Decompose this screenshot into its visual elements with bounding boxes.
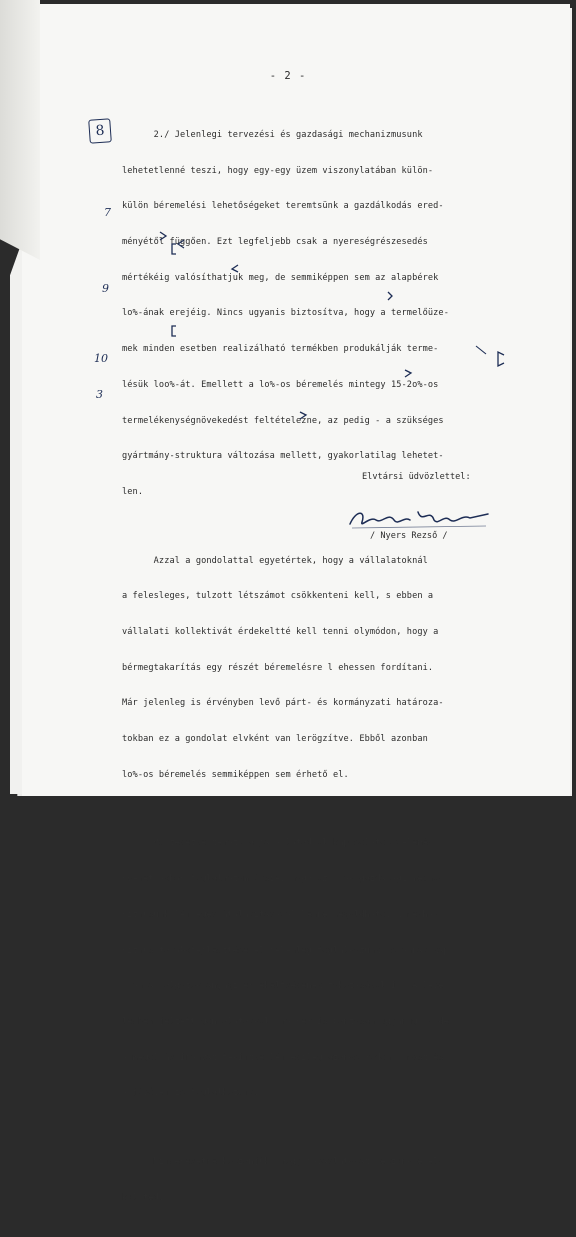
bracket-mark [388, 292, 392, 300]
bracket-mark [300, 412, 306, 419]
text-line: tokban ez a gondolat elvként van lerögzítve. Ebből azonban [122, 734, 428, 745]
paragraph [122, 1133, 562, 1228]
text-line: ledben jelzett gondolatokkal, ha nem is pontosan ugyanugy - de [122, 1016, 449, 1027]
text-line: lo%-ának erejéig. Nincs ugyanis biztosítva, hogy a termelőüze- [122, 308, 449, 319]
text-line: vállalati kollektivát érdekeltté kell tenni olymódon, hogy a [122, 626, 439, 637]
text-line: mértékéig valósíthatjuk meg, de semmiképpen sem az alapbérek [122, 272, 439, 283]
text-line: Már jelenleg is érvényben levő párt- és kormányzati határoza- [122, 698, 444, 709]
text-line: gyártmány-struktura változása mellett, gyakorlatilag lehetet- [122, 451, 444, 462]
bracket-mark [232, 265, 238, 272]
text-line: 2./ Jelenlegi tervezési és gazdasági mechanizmusunk [122, 129, 423, 140]
margin-note: 3 [96, 388, 103, 401]
text-line: külön béremelési lehetőségeket teremtsünk a gazdálkodás ered- [122, 201, 444, 212]
text-line: mek minden esetben realizálható termékben produkálják terme- [122, 344, 439, 355]
signer-name: / Nyers Rezső / [370, 531, 448, 541]
text-line: Összegezve tehát, a javaslatoddal kapcsolatos vélemé- [122, 838, 434, 849]
text-line: nizmusunk lényeges átalakításával lenne megoldható. A mechá- [122, 909, 439, 920]
margin-note: 7 [104, 206, 111, 219]
margin-boxed-number: 8 [88, 118, 112, 143]
text-line: a megoldás irányát tekintve lényegileg azonos módon - most és [122, 1052, 444, 1063]
page-number: - 2 - [269, 70, 307, 82]
text-line: len. [122, 487, 144, 497]
bracket-mark [172, 326, 176, 336]
bracket-mark [160, 232, 166, 240]
text-line: ményétől függően. Ezt legfeljebb csak a nyereségrészesedés [122, 236, 428, 247]
handwritten-signature [344, 504, 494, 534]
bracket-mark [172, 244, 176, 254]
text-line: lo%-os béremelés semmiképpen sem érhető el. [122, 769, 349, 780]
text-line: nyemet abban foglalhatom össze, hogy az csak gazdasági mecha- [122, 874, 444, 885]
text-line: lehetetlenné teszi, hogy egy-egy üzem viszonylatában külön- [122, 165, 434, 176]
text-line: a jövőben is foglalkozunk. [122, 1088, 260, 1099]
bracket-mark [405, 370, 411, 377]
text-line: bérmegtakarítás egy részét béremelésre l ehessen fordítani. [122, 662, 434, 673]
text-line: Mindenesetre köszönjük, hogy javaslatodat részünkre el- [122, 1156, 444, 1167]
pen-stroke [476, 346, 486, 354]
bracket-mark [178, 240, 184, 248]
bracket-mark [498, 352, 504, 366]
paragraph [122, 815, 562, 1125]
text-line: csán a dolgozók anyagi érdekeltségének fokozásával is. A leve- [122, 981, 449, 992]
margin-note: 9 [102, 282, 109, 295]
closing-greeting: Elvtársi üdvözlettel: [362, 472, 471, 482]
text-line: lésük loo%-át. Emellett a lo%-os béremelés mintegy 15-2o%-os [122, 379, 439, 390]
text-line: Azzal a gondolattal egyetértek, hogy a vállalatoknál [122, 555, 428, 566]
text-line: termelékenységnövekedést feltételezne, az pedig - a szükséges [122, 415, 444, 426]
text-line: nizmus továbbfejlesztésével jelenleg foglalkozunk, s annak kap- [122, 945, 455, 956]
text-line: a felesleges, tulzott létszámot csökkenteni kell, s ebben a [122, 591, 434, 602]
text-line: küldted. [122, 1192, 165, 1203]
margin-note: 10 [94, 352, 108, 365]
